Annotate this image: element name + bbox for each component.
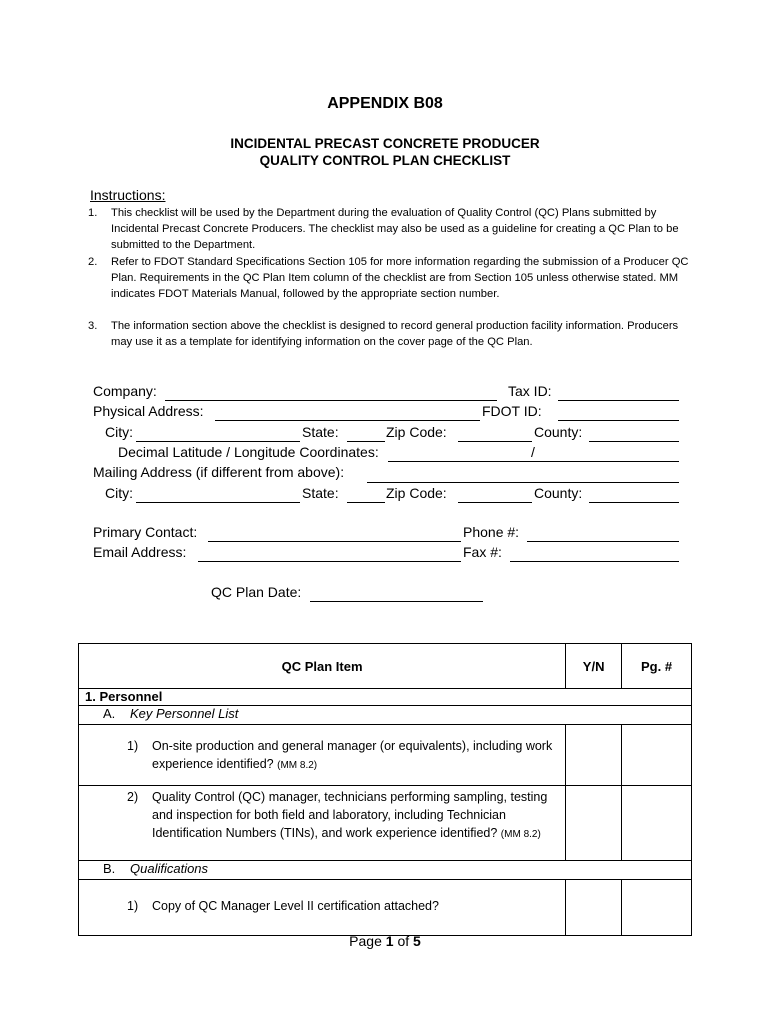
company-field[interactable] <box>165 400 497 401</box>
subsection-cell <box>79 706 692 725</box>
fdot-id-field[interactable] <box>558 420 679 421</box>
primary-contact-label: Primary Contact: <box>93 524 198 540</box>
physical-address-field[interactable] <box>215 420 480 421</box>
instruction-number: 3. <box>88 320 98 332</box>
subsection-letter: B. <box>103 861 116 876</box>
item-text: Quality Control (QC) manager, technicians performing sampling, testing and inspection for both field and laboratory, including Technician Identification Numbers (TINs), and work experience identified? <box>152 790 548 840</box>
page-number: 1 <box>385 933 394 949</box>
mailing-county-field[interactable] <box>589 502 679 503</box>
email-field[interactable] <box>198 561 461 562</box>
page-total: 5 <box>413 933 421 949</box>
item-number: 1) <box>127 739 139 753</box>
tax-id-label: Tax ID: <box>508 383 552 399</box>
qc-plan-date-field[interactable] <box>310 601 483 602</box>
qc-plan-date-label: QC Plan Date: <box>211 584 302 600</box>
subsection-letter: A. <box>103 706 116 721</box>
state-label: State: <box>302 424 339 440</box>
county-label: County: <box>534 424 583 440</box>
yn-cell[interactable] <box>566 786 622 861</box>
mailing-address-label: Mailing Address (if different from above): <box>93 464 345 480</box>
subtitle-line-2: QUALITY CONTROL PLAN CHECKLIST <box>259 153 511 168</box>
mailing-zip-field[interactable] <box>458 502 532 503</box>
zip-field[interactable] <box>458 441 532 442</box>
column-header-page: Pg. # <box>622 644 692 689</box>
subsection-title: Qualifications <box>130 861 209 876</box>
county-field[interactable] <box>589 441 679 442</box>
mailing-county-label: County: <box>534 485 583 501</box>
subsection-row-key-personnel <box>79 706 692 725</box>
city-label: City: <box>105 424 133 440</box>
section-title: 1. Personnel <box>79 689 692 706</box>
item-reference: (MM 8.2) <box>277 760 318 771</box>
item-number: 2) <box>127 790 139 804</box>
yn-cell[interactable] <box>566 880 622 936</box>
page-cell[interactable] <box>622 880 692 936</box>
qc-checklist-table <box>78 643 692 936</box>
instruction-text: Refer to FDOT Standard Specifications Section 105 for more information regarding the submission of a Producer QC Plan. Requirements in the QC Plan Item column of the checklist are from Section 105 unless otherwise stated. MM indicates FDOT Materials Manual, followed by the appropriate section number. <box>111 256 689 300</box>
table-row <box>79 725 692 786</box>
physical-address-label: Physical Address: <box>93 403 204 419</box>
mailing-city-label: City: <box>105 485 133 501</box>
page-footer <box>0 933 770 949</box>
city-field[interactable] <box>136 441 300 442</box>
coordinates-separator: / <box>531 444 535 460</box>
item-cell <box>79 725 566 786</box>
column-header-yn: Y/N <box>566 644 622 689</box>
instruction-text: The information section above the checklist is designed to record general production facility information. Producers may use it as a template for identifying information on the cover page of the QC Plan. <box>111 320 679 348</box>
table-header-row <box>79 644 692 689</box>
table-row <box>79 880 692 936</box>
mailing-state-label: State: <box>302 485 339 501</box>
company-label: Company: <box>93 383 157 399</box>
page-cell[interactable] <box>622 725 692 786</box>
yn-cell[interactable] <box>566 725 622 786</box>
of-word: of <box>397 933 410 949</box>
instruction-item-1 <box>88 205 698 253</box>
subsection-title: Key Personnel List <box>130 706 239 721</box>
appendix-title: APPENDIX B08 <box>327 95 443 112</box>
subsection-row-qualifications <box>79 861 692 880</box>
zip-label: Zip Code: <box>386 424 447 440</box>
fax-label: Fax #: <box>463 544 502 560</box>
state-field[interactable] <box>347 441 385 442</box>
mailing-city-field[interactable] <box>136 502 300 503</box>
column-header-qc-plan-item: QC Plan Item <box>79 644 566 689</box>
instruction-item-2 <box>88 254 698 302</box>
item-text: On-site production and general manager (or equivalents), including work experience identified? <box>152 739 553 771</box>
instruction-item-3 <box>88 318 698 350</box>
email-label: Email Address: <box>93 544 187 560</box>
page-word: Page <box>349 933 382 949</box>
item-cell <box>79 786 566 861</box>
phone-field[interactable] <box>527 541 679 542</box>
fdot-id-label: FDOT ID: <box>482 403 542 419</box>
instructions-heading: Instructions: <box>90 187 166 203</box>
phone-label: Phone #: <box>463 524 520 540</box>
fax-field[interactable] <box>510 561 679 562</box>
mailing-zip-label: Zip Code: <box>386 485 447 501</box>
tax-id-field[interactable] <box>558 400 679 401</box>
subsection-cell <box>79 861 692 880</box>
item-reference: (MM 8.2) <box>500 829 541 840</box>
item-cell <box>79 880 566 936</box>
table-row <box>79 786 692 861</box>
mailing-address-field[interactable] <box>367 482 679 483</box>
section-row-personnel <box>79 689 692 706</box>
coordinates-label: Decimal Latitude / Longitude Coordinates: <box>118 444 379 460</box>
item-number: 1) <box>127 899 139 913</box>
primary-contact-field[interactable] <box>208 541 461 542</box>
mailing-state-field[interactable] <box>347 502 385 503</box>
instruction-number: 1. <box>88 207 98 219</box>
coordinates-field[interactable] <box>388 461 679 462</box>
item-text: Copy of QC Manager Level II certification attached? <box>152 899 439 913</box>
instruction-text: This checklist will be used by the Department during the evaluation of Quality Control (QC) Plans submitted by Incidental Precast Concrete Producers. The checklist may also be used as a guideline for creating a QC Plan to be submitted to the Department. <box>111 207 679 251</box>
instruction-number: 2. <box>88 256 98 268</box>
page-cell[interactable] <box>622 786 692 861</box>
subtitle-line-1: INCIDENTAL PRECAST CONCRETE PRODUCER <box>230 136 540 151</box>
